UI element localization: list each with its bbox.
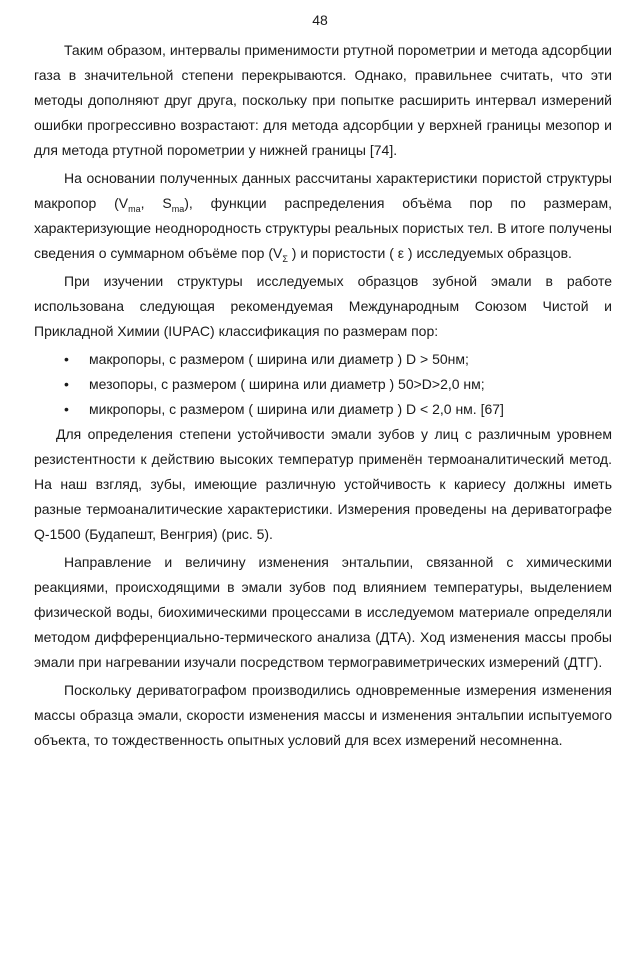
paragraph-1: Таким образом, интервалы применимости ртутной порометрии и метода адсорбции газа в значительной степени перекрываются. Однако, правильнее считать, что эти методы дополняют друг друга, поскольку при попытке расширить интервал измерений ошибки прогрессивно возрастают: для метода адсорбции у верхней границы мезопор и для метода ртутной порометрии у нижней границы [74]. (34, 42, 612, 158)
paragraph-6: Поскольку дериватографом производились одновременные измерения изменения массы образца эмали, скорости изменения массы и изменения энтальпии испытуемого объекта, то тождественность опытных условий для всех измерений несомненна. (34, 682, 612, 748)
page-number: 48 (312, 12, 328, 28)
paragraph-3: При изучении структуры исследуемых образцов зубной эмали в работе использована следующая рекомендуемая Международным Союзом Чистой и Прикладной Химии (IUPAC) классификация по размерам пор: (34, 273, 612, 339)
paragraph-2-part-c: ), функции распределения объёма пор по размерам, характеризующие неоднородность структуры реальных пористых тел. В итоге получены сведения о суммарном объёме пор (V (34, 195, 612, 261)
list-item: • микропоры, с размером ( ширина или диаметр ) D < 2,0 нм. [67] (34, 397, 612, 422)
subscript-ma-1: ma (128, 203, 141, 214)
list-item: • макропоры, с размером ( ширина или диаметр ) D > 50нм; (34, 347, 612, 372)
paragraph-5: Направление и величину изменения энтальпии, связанной с химическими реакциями, происходящими в эмали зубов под влиянием температуры, выделением физической воды, биохимическими процессами в исследуемом материале определяли методом дифференциально-термического анализа (ДТА). Ход изменения массы пробы эмали при нагревании изучали посредством термогравиметрических измерений (ДТГ). (34, 554, 612, 670)
paragraph-2 (34, 166, 612, 266)
subscript-sigma: Σ (282, 253, 288, 264)
list-item: • мезопоры, с размером ( ширина или диаметр ) 50>D>2,0 нм; (34, 372, 612, 397)
paragraph-2-part-d: ) и пористости ( ε ) исследуемых образцов. (287, 245, 572, 261)
paragraph-2-part-a: На основании полученных данных рассчитаны характеристики пористой структуры макропор (V (34, 170, 612, 211)
subscript-ma-2: ma (171, 203, 185, 214)
document-body (34, 38, 612, 753)
pore-classification-list (34, 347, 612, 422)
paragraph-4: Для определения степени устойчивости эмали зубов у лиц с различным уровнем резистентности к действию высоких температур применён термоаналитический метод. На наш взгляд, зубы, имеющие различную устойчивость к кариесу должны иметь разные термоаналитические характеристики. Измерения проведены на дериватографе Q-1500 (Будапешт, Венгрия) (рис. 5). (34, 426, 612, 542)
paragraph-2-part-b: , S (140, 195, 172, 211)
